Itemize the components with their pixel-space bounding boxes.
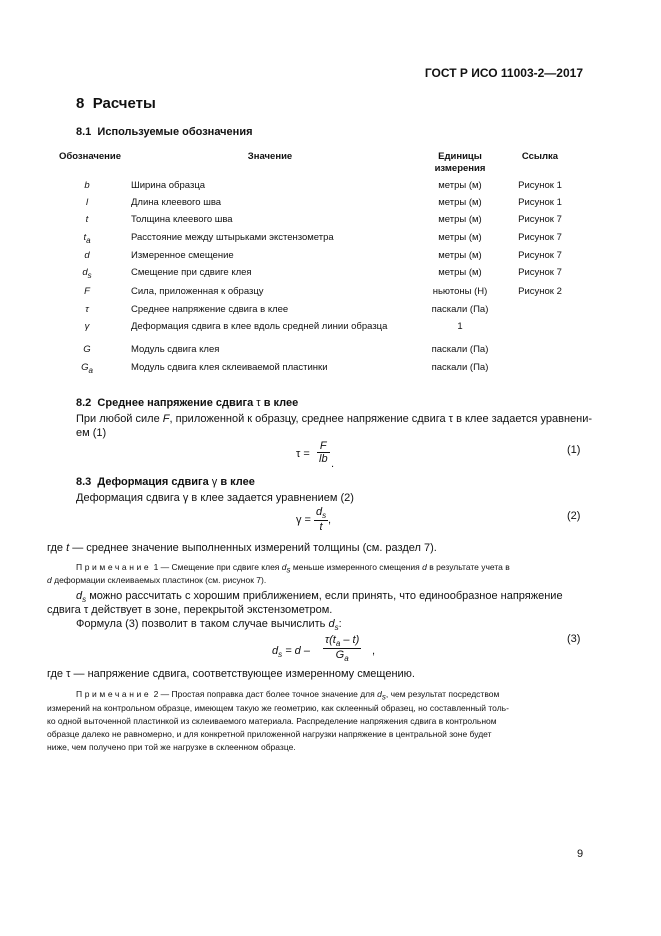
table-cell-ref: Рисунок 7 <box>518 267 562 278</box>
table-cell-symbol <box>67 321 107 332</box>
text: При любой силе <box>76 413 160 425</box>
text: меньше измеренного смещения <box>292 562 420 572</box>
numerator: $\tau(t_a - t)$ <box>325 634 360 649</box>
equation-2-tail: , <box>328 514 332 526</box>
symbol-ds: $d_s$ <box>281 562 291 575</box>
symbol: d <box>82 267 88 278</box>
text: в клее задается уравнением (2) <box>191 492 354 504</box>
paragraph-8-2-line2: ем (1) <box>76 427 107 439</box>
subscript: s <box>278 650 283 660</box>
note-2-line1 <box>76 689 499 702</box>
table-cell-meaning: Измеренное смещение <box>131 250 234 261</box>
gamma-symbol: γ <box>211 476 218 488</box>
page-number: 9 <box>577 848 584 860</box>
symbol: d <box>84 250 90 261</box>
equation-1-fraction <box>317 440 330 465</box>
symbol-d: d <box>47 575 52 585</box>
note-1-line2 <box>47 575 266 585</box>
symbol-d: d <box>422 562 427 572</box>
table-cell-unit: ньютоны (Н) <box>432 286 488 297</box>
document-header: ГОСТ Р ИСО 11003-2—2017 <box>424 66 583 80</box>
symbol-ds: $d_s$ <box>76 590 87 605</box>
table-cell-unit: паскали (Па) <box>431 362 489 373</box>
equation-1-lhs: τ = <box>296 448 310 460</box>
table-cell-ref: Рисунок 7 <box>518 232 562 243</box>
note-label: Примечание <box>76 689 152 699</box>
note-2-line3: ко одной выточенной пластинкой из склеиваемого материала. Распределение напряжения сдвига в контрольном <box>47 716 497 726</box>
paragraph-8-2-line1 <box>76 413 592 425</box>
table-cell-symbol <box>67 344 107 355</box>
subsection-heading: Используемые обозначения <box>97 126 253 138</box>
paragraph-ds-line2 <box>47 604 332 616</box>
table-cell-symbol <box>67 304 107 315</box>
section-heading: Расчеты <box>92 95 156 112</box>
text: деформации склеиваемых пластинок (см. рисунок 7). <box>54 575 267 585</box>
note-1-line1 <box>76 562 510 575</box>
equation-3-tail: , <box>372 645 376 657</box>
tau-symbol: τ <box>66 668 71 680</box>
table-cell-meaning: Смещение при сдвиге клея <box>131 267 252 278</box>
note-label: Примечание <box>76 562 152 572</box>
col-header-symbol: Обозначение <box>58 151 122 162</box>
symbol: F <box>84 286 90 297</box>
paragraph-formula3-intro <box>76 618 342 632</box>
equation-1-number: (1) <box>567 444 581 456</box>
subsection-number: 8.3 <box>76 476 92 488</box>
table-cell-symbol <box>67 214 107 225</box>
subsection-heading: Деформация сдвига <box>97 476 209 488</box>
table-cell-ref: Рисунок 2 <box>518 286 562 297</box>
section-number: 8 <box>76 95 85 112</box>
subscript: s <box>322 511 327 521</box>
symbol: G <box>83 344 91 355</box>
equation-1-tail: . <box>331 458 335 470</box>
subsection-8-1-title <box>76 126 253 138</box>
text: , чем результат посредством <box>385 689 500 699</box>
col-header-units-line2: измерения <box>434 163 486 174</box>
table-cell-symbol <box>67 180 107 191</box>
symbol-t: t <box>66 542 70 554</box>
symbol-ds: $d_s$ <box>377 689 386 702</box>
symbol-F: F <box>162 413 170 425</box>
where-t-line <box>47 542 437 554</box>
equation-2-fraction <box>314 506 328 533</box>
table-cell-meaning: Модуль сдвига клея <box>131 344 220 355</box>
denominator: lb <box>319 453 328 465</box>
note-2-line2: измерений на контрольном образце, имеющем такую же геометрию, как склеенный образец, но составленный толь- <box>47 703 509 713</box>
where-tau-line <box>47 668 415 680</box>
table-cell-meaning: Длина клеевого шва <box>131 197 222 208</box>
symbol-subscript: a <box>86 235 91 245</box>
symbol: t <box>83 232 87 243</box>
symbol: G <box>81 362 89 373</box>
note-2-line5: ниже, чем получено при той же нагрузке в склеенном образце. <box>47 742 296 752</box>
table-cell-meaning: Толщина клеевого шва <box>131 214 233 225</box>
table-cell-unit: метры (м) <box>438 232 482 243</box>
table-cell-ref: Рисунок 1 <box>518 197 562 208</box>
symbol: t <box>85 214 89 225</box>
paragraph-8-3-line1 <box>76 492 354 504</box>
subsection-8-2-title <box>76 397 298 409</box>
note-2-line4: образце далеко не равномерно, и для конкретной приложенной нагрузки напряжение в центральной зоне будет <box>47 729 492 739</box>
tau-symbol: τ <box>448 413 454 425</box>
table-cell-symbol <box>67 250 107 261</box>
text: , приложенной к образцу, среднее напряжение сдвига <box>169 413 446 425</box>
text: — напряжение сдвига, соответствующее измеренному смещению. <box>73 668 415 680</box>
text: где <box>47 542 64 554</box>
paragraph-ds-line1 <box>76 590 563 604</box>
table-cell-symbol <box>67 197 107 208</box>
text: в клее задается уравнени- <box>456 413 593 425</box>
equation-2-number: (2) <box>567 510 581 522</box>
subsection-heading-tail: в клее <box>263 397 299 409</box>
denominator: t <box>314 520 328 533</box>
col-header-units <box>425 151 495 175</box>
symbol: b <box>84 180 90 191</box>
text: в результате учета в <box>429 562 510 572</box>
table-cell-ref: Рисунок 1 <box>518 180 562 191</box>
text: 1 — Смещение при сдвиге клея <box>153 562 280 572</box>
equation-3-mid: = d – <box>285 645 310 657</box>
table-cell-unit: 1 <box>457 321 463 332</box>
symbol-subscript: s <box>87 270 92 280</box>
table-cell-ref: Рисунок 7 <box>518 250 562 261</box>
tau-symbol: τ <box>83 604 89 616</box>
equation-3-fraction <box>323 634 361 663</box>
equation-2-lhs: γ = <box>296 514 311 526</box>
text: можно рассчитать с хорошим приближением, если принять, что единообразное напряжение <box>89 590 563 602</box>
text: действует в зоне, перекрытой экстензометром. <box>91 604 333 616</box>
subsection-heading-tail: в клее <box>220 476 255 488</box>
symbol-subscript: a <box>88 365 93 375</box>
table-cell-meaning: Модуль сдвига клея склеиваемой пластинки <box>131 362 328 373</box>
table-cell-meaning: Расстояние между штырьками экстензометра <box>131 232 334 243</box>
col-header-units-line1: Единицы <box>438 151 482 162</box>
symbol-d: d <box>316 506 323 518</box>
text: : <box>338 618 342 630</box>
text: сдвига <box>47 604 81 616</box>
table-cell-unit: паскали (Па) <box>431 344 489 355</box>
numerator <box>314 506 328 520</box>
subsection-number: 8.1 <box>76 126 92 138</box>
section-title <box>76 95 156 112</box>
table-cell-unit: метры (м) <box>438 267 482 278</box>
text: Деформация сдвига <box>76 492 180 504</box>
table-cell-unit: метры (м) <box>438 180 482 191</box>
table-cell-meaning: Деформация сдвига в клее вдоль средней линии образца <box>131 321 388 332</box>
table-cell-meaning: Ширина образца <box>131 180 206 191</box>
table-cell-meaning: Среднее напряжение сдвига в клее <box>131 304 289 315</box>
symbol-ds: $d_s$ <box>328 618 339 633</box>
subsection-number: 8.2 <box>76 397 92 409</box>
symbol: l <box>85 197 89 208</box>
subsection-heading: Среднее напряжение сдвига <box>97 397 254 409</box>
table-cell-symbol <box>67 267 107 280</box>
col-header-meaning: Значение <box>247 151 293 162</box>
text: где <box>47 668 64 680</box>
text: 2 — Простая поправка даст более точное значение для <box>153 689 375 699</box>
symbol: τ <box>85 304 89 315</box>
subsection-8-3-title <box>76 476 255 488</box>
text: Формула (3) позволит в таком случае вычислить <box>76 618 326 630</box>
table-cell-ref: Рисунок 7 <box>518 214 562 225</box>
table-cell-symbol <box>67 286 107 297</box>
table-cell-symbol <box>67 232 107 245</box>
numerator: F <box>319 440 327 452</box>
table-cell-unit: метры (м) <box>438 250 482 261</box>
symbol-d: d <box>272 645 279 657</box>
table-cell-unit: паскали (Па) <box>431 304 489 315</box>
gamma-symbol: γ <box>182 492 189 504</box>
symbol: γ <box>84 321 90 332</box>
table-cell-unit: метры (м) <box>438 197 482 208</box>
tau-symbol: τ <box>256 397 261 409</box>
equation-3-number: (3) <box>567 633 581 645</box>
denominator: $G_a$ <box>323 648 361 663</box>
col-header-ref: Ссылка <box>521 151 559 162</box>
table-cell-symbol <box>67 362 107 375</box>
text: — среднее значение выполненных измерений толщины (см. раздел 7). <box>72 542 437 554</box>
table-cell-meaning: Сила, приложенная к образцу <box>131 286 264 297</box>
equation-3-lhs <box>272 645 310 659</box>
table-cell-unit: метры (м) <box>438 214 482 225</box>
